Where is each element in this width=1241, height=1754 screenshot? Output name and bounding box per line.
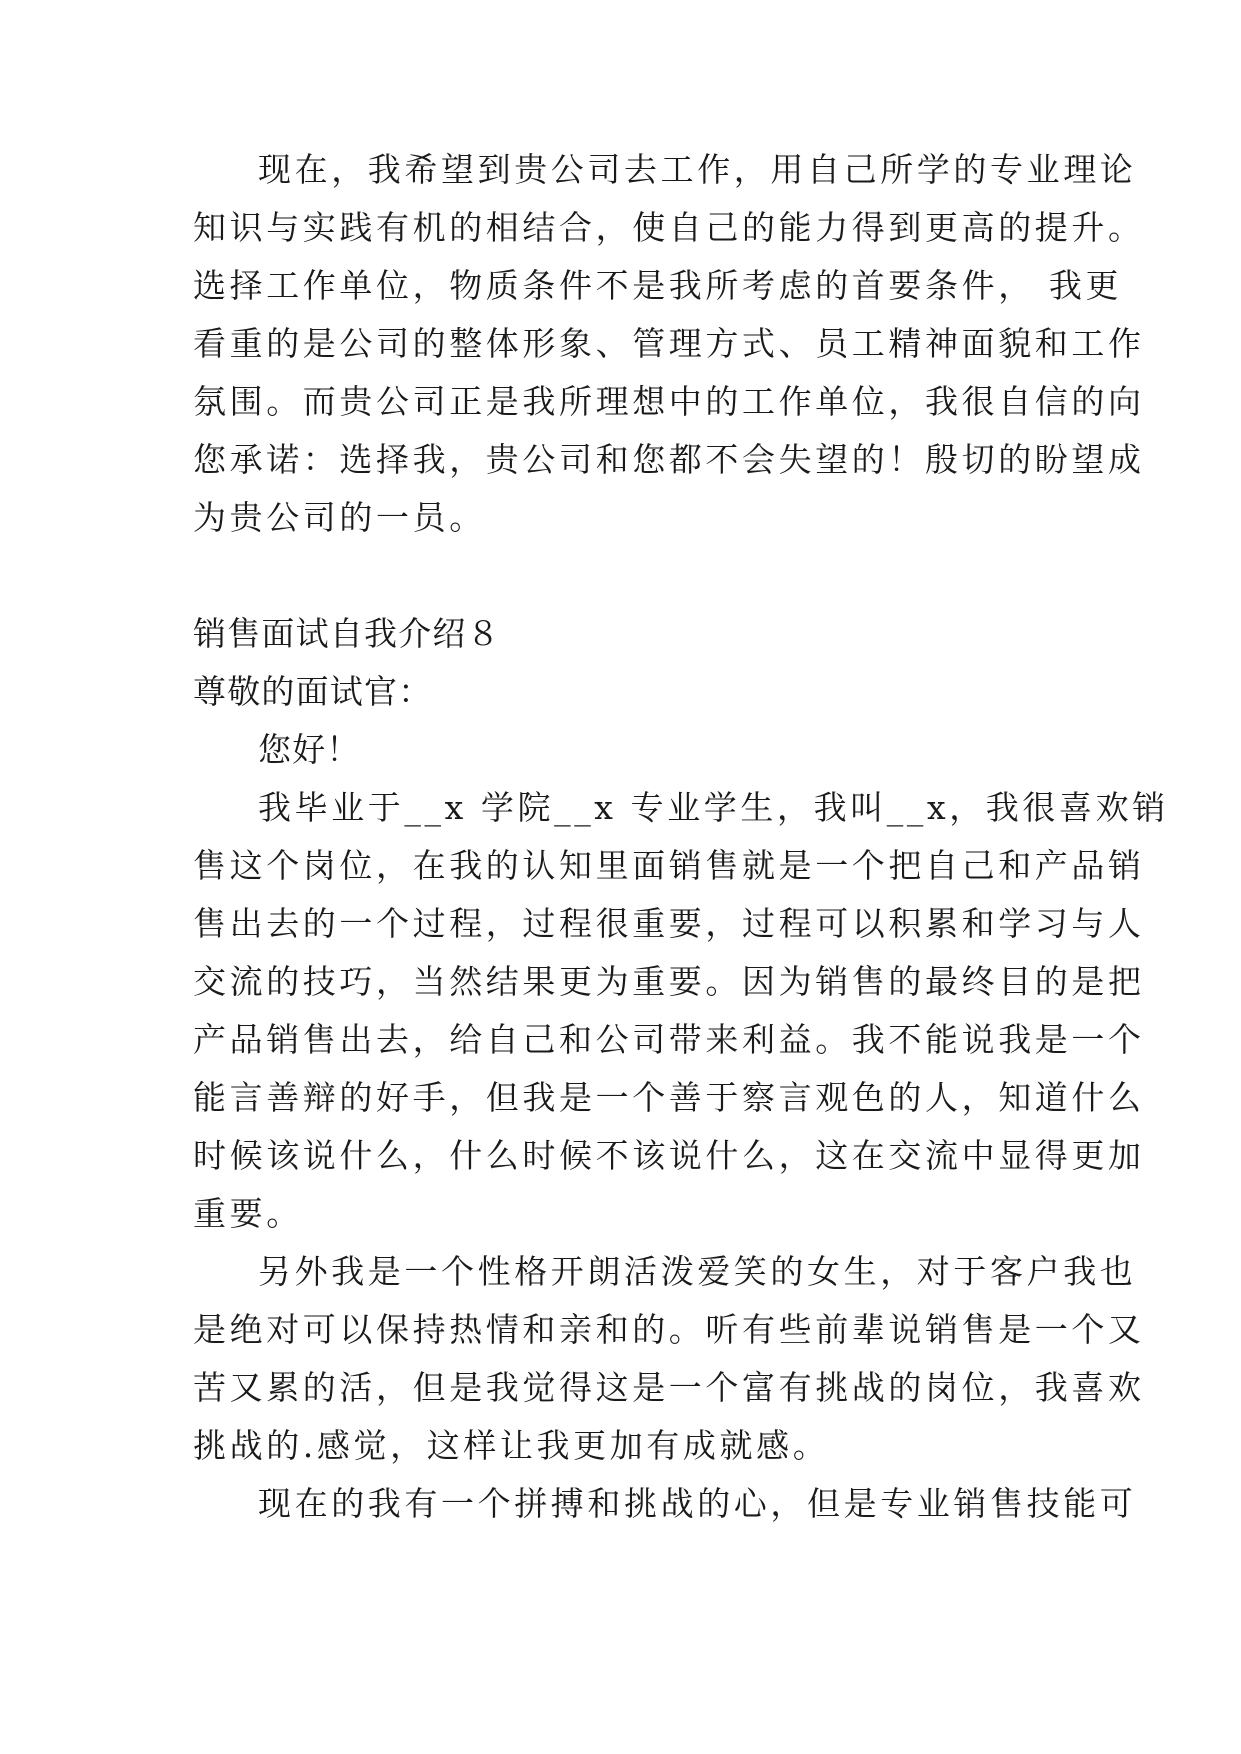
text-line: 时候该说什么，什么时候不该说什么，这在交流中显得更加 (193, 1136, 1145, 1175)
text-line: 选择工作单位，物质条件不是我所考虑的首要条件， 我更 (193, 266, 1123, 305)
text-line: 您承诺：选择我，贵公司和您都不会失望的！殷切的盼望成 (193, 440, 1145, 479)
greeting: 您好！ (258, 730, 361, 769)
text-line: 售这个岗位，在我的认知里面销售就是一个把自己和产品销 (193, 846, 1145, 885)
text-line: 现在，我希望到贵公司去工作，用自己所学的专业理论 (258, 150, 1137, 189)
text-line: 产品销售出去，给自己和公司带来利益。我不能说我是一个 (193, 1020, 1145, 1059)
text-line: 交流的技巧，当然结果更为重要。因为销售的最终目的是把 (193, 962, 1145, 1001)
salutation: 尊敬的面试官： (193, 672, 433, 711)
text-line: 售出去的一个过程，过程很重要，过程可以积累和学习与人 (193, 904, 1145, 943)
text-line: 知识与实践有机的相结合，使自己的能力得到更高的提升。 (193, 208, 1145, 247)
text-line: 重要。 (193, 1194, 303, 1233)
section-title: 销售面试自我介绍８ (193, 614, 501, 653)
text-line: 我毕业于__x 学院__x 专业学生，我叫__x，我很喜欢销 (258, 788, 1169, 827)
text-line: 另外我是一个性格开朗活泼爱笑的女生，对于客户我也 (258, 1252, 1137, 1291)
text-line: 能言善辩的好手，但我是一个善于察言观色的人，知道什么 (193, 1078, 1145, 1117)
text-line: 看重的是公司的整体形象、管理方式、员工精神面貌和工作 (193, 324, 1145, 363)
text-line: 现在的我有一个拼搏和挑战的心，但是专业销售技能可 (258, 1484, 1137, 1523)
text-line: 苦又累的活，但是我觉得这是一个富有挑战的岗位，我喜欢 (193, 1368, 1145, 1407)
text-line: 氛围。而贵公司正是我所理想中的工作单位，我很自信的向 (193, 382, 1145, 421)
text-line: 是绝对可以保持热情和亲和的。听有些前辈说销售是一个又 (193, 1310, 1145, 1349)
text-line: 为贵公司的一员。 (193, 498, 486, 537)
text-line: 挑战的.感觉，这样让我更加有成就感。 (193, 1426, 830, 1465)
